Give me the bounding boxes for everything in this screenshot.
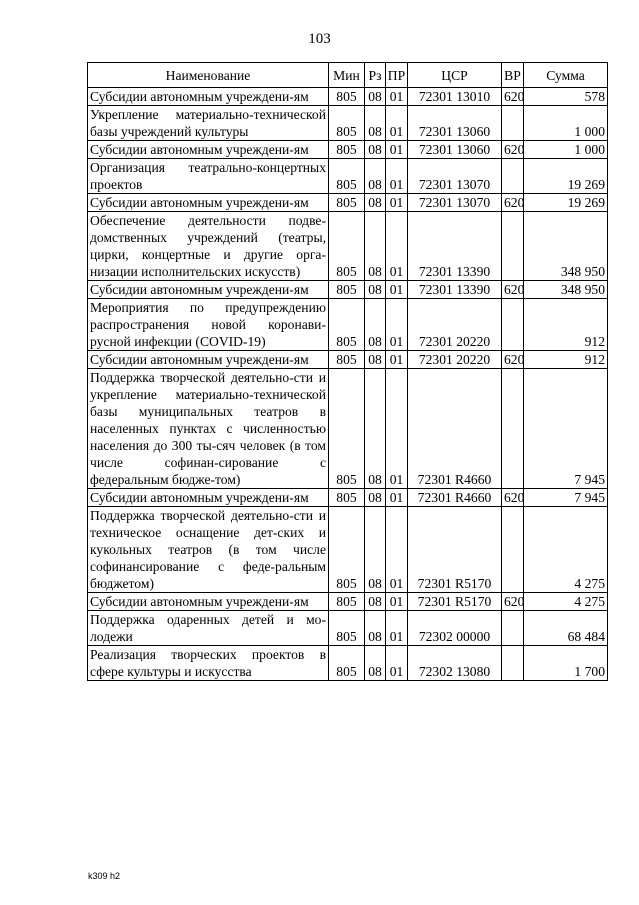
cell-name: Субсидии автономным учреждени-ям [88, 489, 329, 507]
header-name: Наименование [88, 63, 329, 88]
cell-rz: 08 [365, 299, 386, 351]
cell-sum: 4 275 [524, 507, 608, 593]
cell-csr: 72301 13010 [408, 88, 502, 106]
cell-pr: 01 [386, 351, 408, 369]
cell-rz: 08 [365, 507, 386, 593]
table-row [88, 369, 608, 489]
cell-name: Субсидии автономным учреждени-ям [88, 351, 329, 369]
cell-vr: 620 [502, 281, 524, 299]
cell-rz: 08 [365, 141, 386, 159]
cell-sum: 1 000 [524, 106, 608, 141]
cell-rz: 08 [365, 646, 386, 681]
cell-csr: 72301 13060 [408, 106, 502, 141]
cell-csr: 72301 20220 [408, 351, 502, 369]
header-min: Мин [329, 63, 365, 88]
header-rz: Рз [365, 63, 386, 88]
cell-name: Субсидии автономным учреждени-ям [88, 141, 329, 159]
table-row [88, 141, 608, 159]
cell-pr: 01 [386, 212, 408, 281]
cell-vr [502, 507, 524, 593]
cell-csr: 72301 R5170 [408, 507, 502, 593]
cell-vr: 620 [502, 88, 524, 106]
cell-name: Поддержка одаренных детей и мо-лодежи [88, 611, 329, 646]
cell-sum: 4 275 [524, 593, 608, 611]
cell-min: 805 [329, 489, 365, 507]
cell-rz: 08 [365, 212, 386, 281]
cell-vr: 620 [502, 593, 524, 611]
cell-name: Укрепление материально-технической базы учреждений культуры [88, 106, 329, 141]
table-row [88, 281, 608, 299]
table-row [88, 611, 608, 646]
cell-csr: 72301 R4660 [408, 369, 502, 489]
page-number: 103 [308, 31, 331, 47]
cell-rz: 08 [365, 611, 386, 646]
cell-pr: 01 [386, 194, 408, 212]
cell-min: 805 [329, 159, 365, 194]
cell-vr [502, 646, 524, 681]
cell-vr [502, 212, 524, 281]
cell-vr [502, 106, 524, 141]
cell-min: 805 [329, 141, 365, 159]
cell-name: Организация театрально-концертных проектов [88, 159, 329, 194]
cell-pr: 01 [386, 593, 408, 611]
cell-vr [502, 611, 524, 646]
table-row [88, 88, 608, 106]
cell-csr: 72302 00000 [408, 611, 502, 646]
cell-rz: 08 [365, 369, 386, 489]
cell-min: 805 [329, 106, 365, 141]
cell-pr: 01 [386, 159, 408, 194]
cell-csr: 72301 13070 [408, 159, 502, 194]
header-csr: ЦСР [408, 63, 502, 88]
cell-pr: 01 [386, 141, 408, 159]
cell-sum: 19 269 [524, 159, 608, 194]
cell-name: Мероприятия по предупреждению распространения новой коронави-русной инфекции (COVID-19) [88, 299, 329, 351]
cell-pr: 01 [386, 369, 408, 489]
table-row [88, 299, 608, 351]
cell-min: 805 [329, 299, 365, 351]
budget-table [87, 62, 608, 681]
cell-min: 805 [329, 351, 365, 369]
cell-min: 805 [329, 507, 365, 593]
table-row [88, 106, 608, 141]
cell-sum: 348 950 [524, 212, 608, 281]
cell-min: 805 [329, 194, 365, 212]
table-row [88, 489, 608, 507]
cell-csr: 72301 13390 [408, 212, 502, 281]
cell-rz: 08 [365, 489, 386, 507]
cell-rz: 08 [365, 281, 386, 299]
cell-name: Субсидии автономным учреждени-ям [88, 281, 329, 299]
cell-sum: 7 945 [524, 369, 608, 489]
cell-pr: 01 [386, 106, 408, 141]
cell-vr: 620 [502, 351, 524, 369]
cell-rz: 08 [365, 351, 386, 369]
cell-min: 805 [329, 611, 365, 646]
cell-pr: 01 [386, 646, 408, 681]
cell-vr: 620 [502, 141, 524, 159]
cell-sum: 912 [524, 351, 608, 369]
cell-min: 805 [329, 212, 365, 281]
cell-sum: 348 950 [524, 281, 608, 299]
header-vr: ВР [502, 63, 524, 88]
table-row [88, 646, 608, 681]
cell-pr: 01 [386, 507, 408, 593]
cell-sum: 19 269 [524, 194, 608, 212]
cell-min: 805 [329, 369, 365, 489]
cell-sum: 1 700 [524, 646, 608, 681]
cell-pr: 01 [386, 611, 408, 646]
cell-name: Обеспечение деятельности подве-домственных учреждений (театры, цирки, концертные и другие орга-низации исполнительских искусств) [88, 212, 329, 281]
cell-sum: 68 484 [524, 611, 608, 646]
cell-csr: 72301 R5170 [408, 593, 502, 611]
cell-pr: 01 [386, 489, 408, 507]
cell-pr: 01 [386, 299, 408, 351]
table-row [88, 593, 608, 611]
table-row [88, 212, 608, 281]
cell-name: Поддержка творческой деятельно-сти и укрепление материально-технической базы муниципальных театров в населенных пунктах с численностью населения до 300 ты-сяч человек (в том числе софинан-сирование с федеральным бюдже-том) [88, 369, 329, 489]
cell-min: 805 [329, 88, 365, 106]
cell-csr: 72301 13070 [408, 194, 502, 212]
cell-min: 805 [329, 281, 365, 299]
cell-name: Субсидии автономным учреждени-ям [88, 593, 329, 611]
cell-min: 805 [329, 593, 365, 611]
cell-min: 805 [329, 646, 365, 681]
cell-vr [502, 369, 524, 489]
cell-pr: 01 [386, 88, 408, 106]
table-header-row [88, 63, 608, 88]
cell-vr: 620 [502, 194, 524, 212]
cell-csr: 72302 13080 [408, 646, 502, 681]
cell-rz: 08 [365, 106, 386, 141]
cell-rz: 08 [365, 593, 386, 611]
cell-vr [502, 159, 524, 194]
table-row [88, 351, 608, 369]
cell-name: Субсидии автономным учреждени-ям [88, 194, 329, 212]
cell-rz: 08 [365, 88, 386, 106]
cell-sum: 912 [524, 299, 608, 351]
cell-vr [502, 299, 524, 351]
footer-code: k309 h2 [88, 871, 121, 881]
cell-rz: 08 [365, 159, 386, 194]
cell-csr: 72301 R4660 [408, 489, 502, 507]
cell-name: Поддержка творческой деятельно-сти и техническое оснащение дет-ских и кукольных театров (в том числе софинансирование с феде-ральным бюджетом) [88, 507, 329, 593]
header-pr: ПР [386, 63, 408, 88]
header-sum: Сумма [524, 63, 608, 88]
cell-sum: 1 000 [524, 141, 608, 159]
cell-csr: 72301 13390 [408, 281, 502, 299]
cell-pr: 01 [386, 281, 408, 299]
table-row [88, 159, 608, 194]
cell-sum: 578 [524, 88, 608, 106]
cell-sum: 7 945 [524, 489, 608, 507]
cell-vr: 620 [502, 489, 524, 507]
cell-csr: 72301 20220 [408, 299, 502, 351]
cell-csr: 72301 13060 [408, 141, 502, 159]
cell-rz: 08 [365, 194, 386, 212]
cell-name: Субсидии автономным учреждени-ям [88, 88, 329, 106]
table-row [88, 507, 608, 593]
table-row [88, 194, 608, 212]
cell-name: Реализация творческих проектов в сфере культуры и искусства [88, 646, 329, 681]
